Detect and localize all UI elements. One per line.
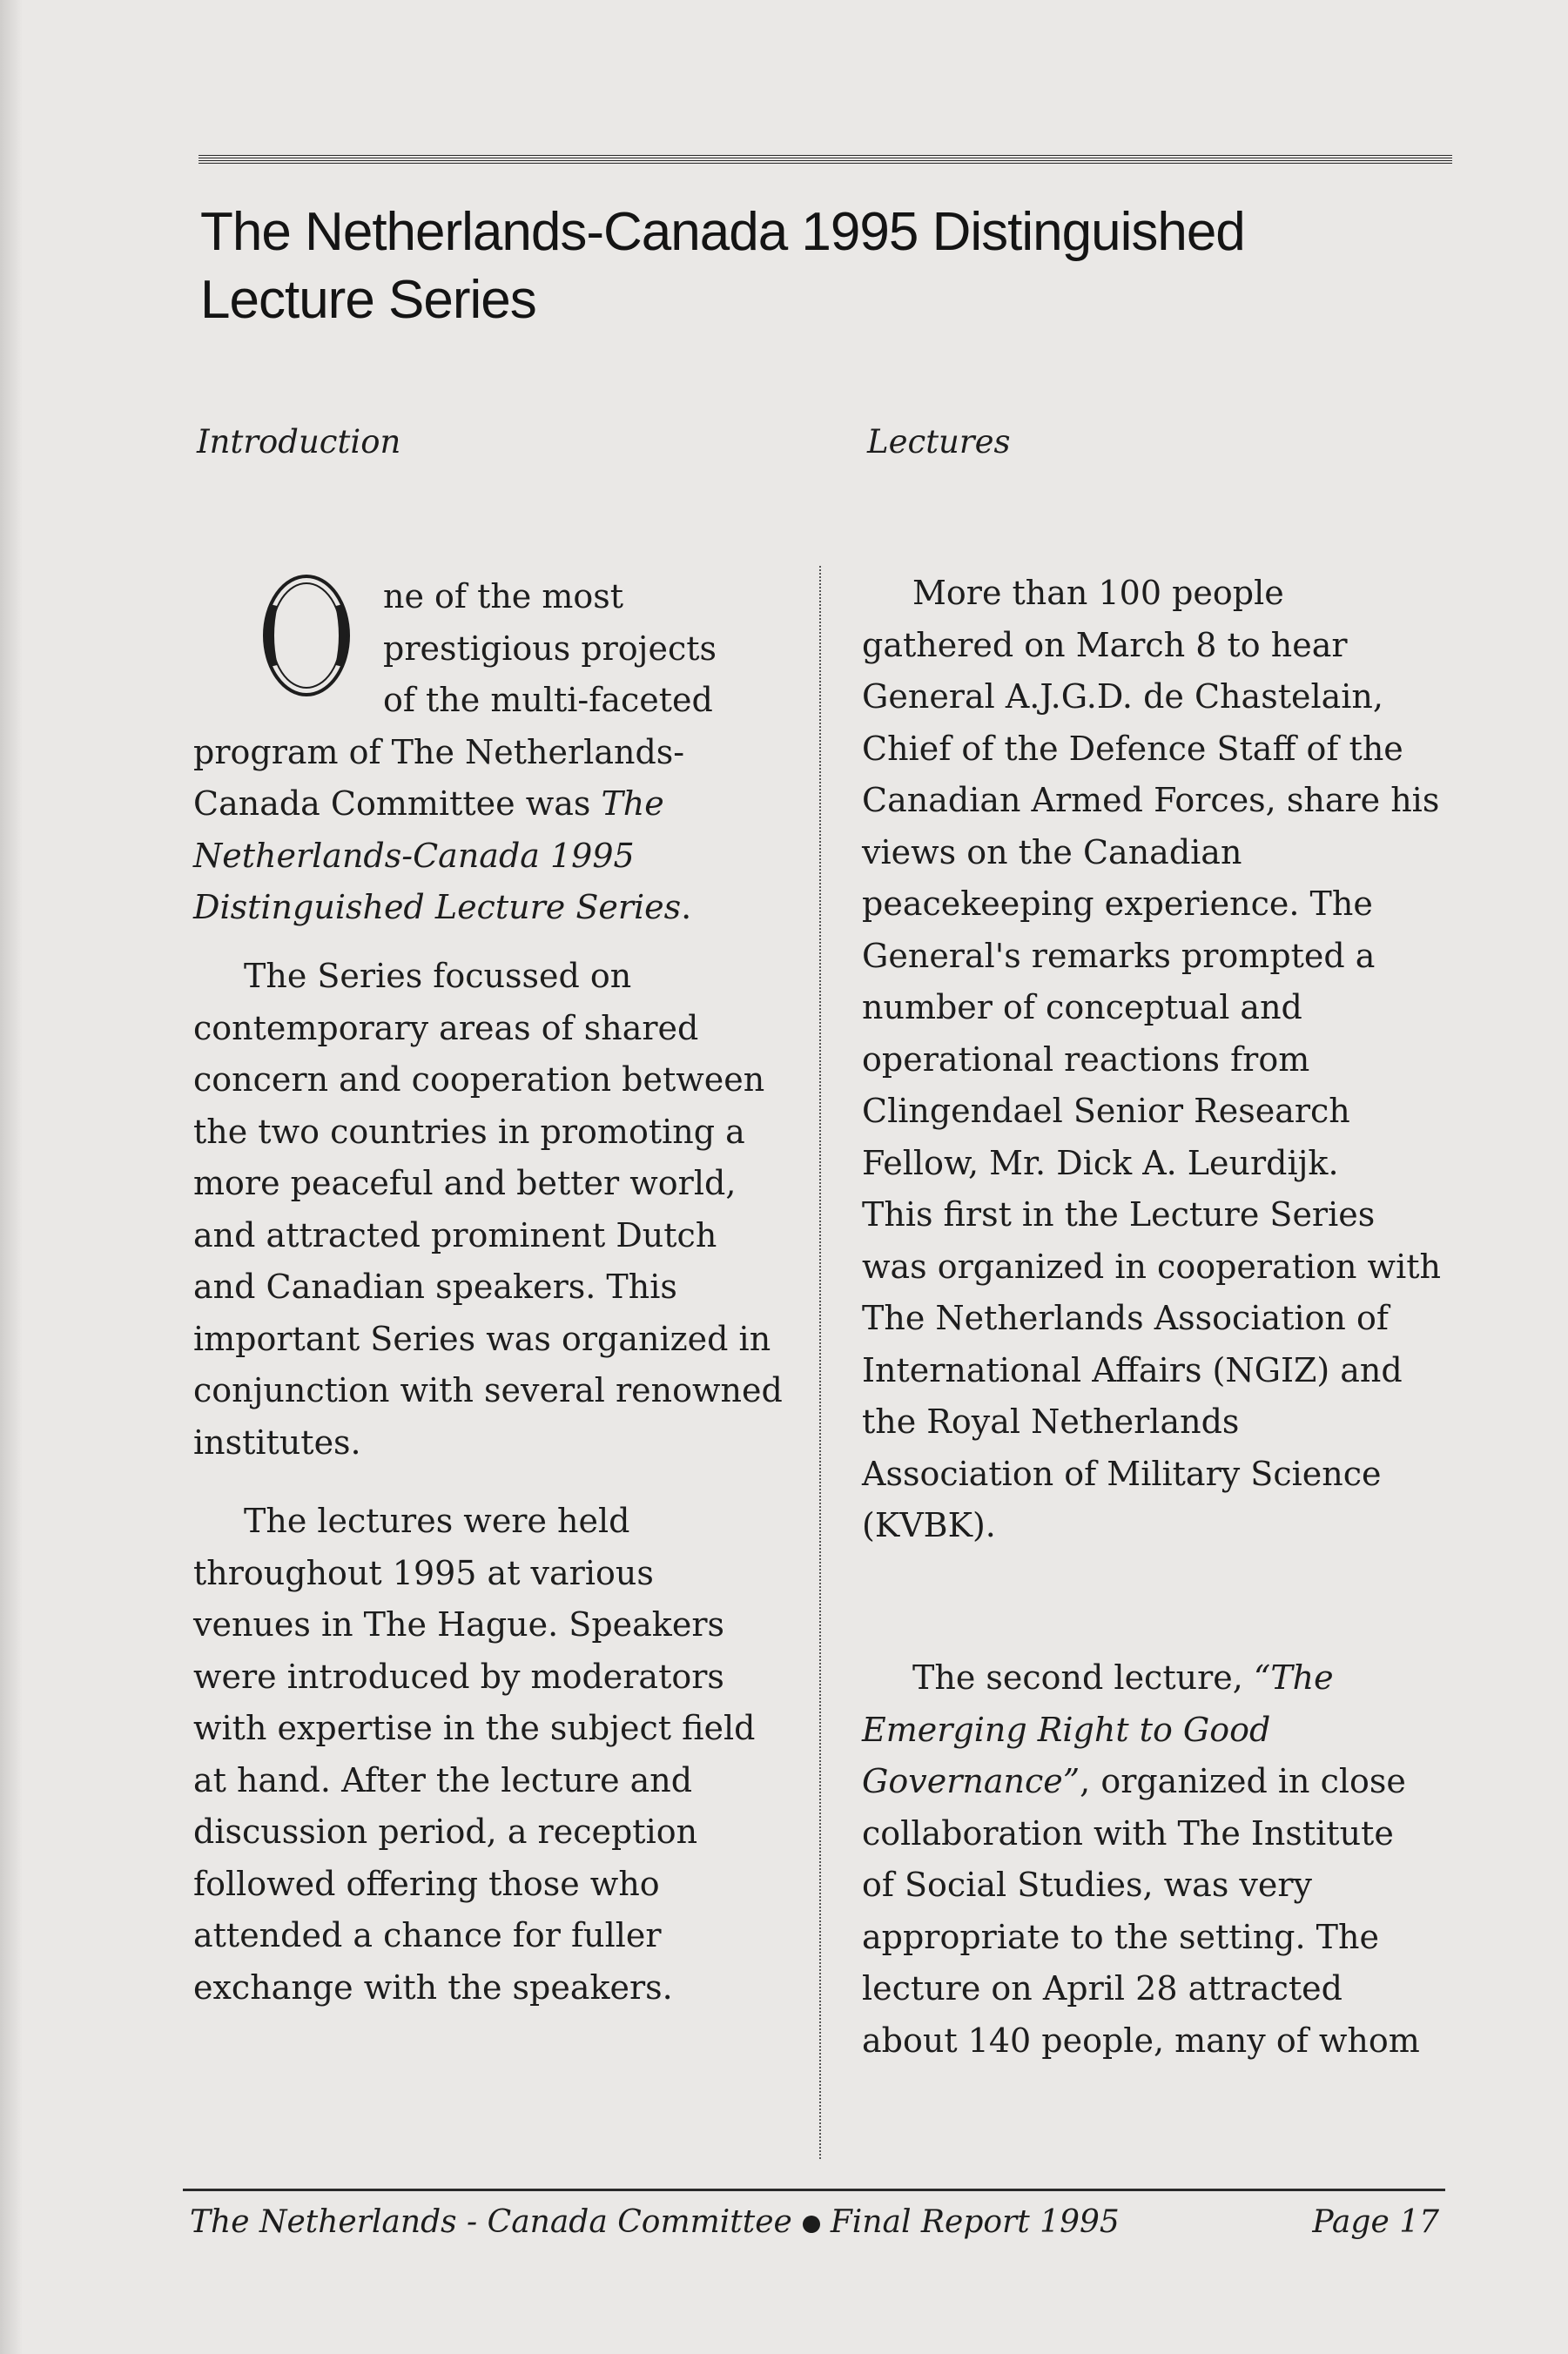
text-line: followed offering those who xyxy=(193,1864,660,1903)
text-line: (KVBK). xyxy=(862,1506,996,1544)
text-line: Fellow, Mr. Dick A. Leurdijk. xyxy=(862,1143,1339,1182)
text-line: prestigious projects xyxy=(383,629,717,668)
text-line: General's remarks prompted a xyxy=(862,936,1376,975)
text-line xyxy=(862,1652,1463,1705)
text-line: General A.J.G.D. de Chastelain, xyxy=(862,677,1383,716)
text-line xyxy=(862,1756,1463,1808)
text-run: . xyxy=(681,888,692,926)
text-line xyxy=(193,882,803,934)
page-number: Page 17 xyxy=(1312,2204,1439,2240)
text-line: More than 100 people xyxy=(912,574,1284,612)
text-line: program of The Netherlands- xyxy=(193,732,685,771)
text-line: were introduced by moderators xyxy=(193,1657,724,1696)
text-line: and Canadian speakers. This xyxy=(193,1268,677,1306)
text-line: was organized in cooperation with xyxy=(862,1247,1441,1286)
section-heading-introduction: Introduction xyxy=(197,423,401,461)
text-line: gathered on March 8 to hear xyxy=(862,625,1348,664)
text-line: Clingendael Senior Research xyxy=(862,1092,1350,1130)
text-line: at hand. After the lecture and xyxy=(193,1760,693,1799)
intro-paragraph-2 xyxy=(193,951,803,1469)
text-line: throughout 1995 at various xyxy=(193,1553,654,1592)
footer-committee-name: The Netherlands - Canada Committee xyxy=(190,2204,792,2240)
text-run: , organized in close xyxy=(1080,1762,1406,1800)
text-line: The Netherlands Association of xyxy=(862,1299,1389,1337)
column-divider xyxy=(819,566,821,2159)
text-line: collaboration with The Institute xyxy=(862,1813,1394,1853)
text-line: institutes. xyxy=(193,1422,361,1462)
text-line: Canadian Armed Forces, share his xyxy=(862,781,1440,819)
intro-paragraph-1 xyxy=(193,571,803,934)
title-line-1: The Netherlands-Canada 1995 Distinguished xyxy=(200,202,1245,262)
text-line: more peaceful and better world, xyxy=(193,1164,737,1202)
text-line-italic: Emerging Right to Good xyxy=(862,1710,1271,1749)
text-run-italic: Governance” xyxy=(862,1762,1080,1800)
text-run: The second lecture, xyxy=(912,1658,1254,1697)
page-title xyxy=(200,198,1419,334)
text-line: contemporary areas of shared xyxy=(193,1008,699,1047)
text-line: number of conceptual and xyxy=(862,988,1302,1026)
text-line: the Royal Netherlands xyxy=(862,1402,1240,1441)
text-line: important Series was organized in xyxy=(193,1319,771,1358)
text-line: Chief of the Defence Staff of the xyxy=(862,729,1403,768)
text-line: attended a chance for fuller xyxy=(193,1916,662,1954)
text-line: of the multi-faceted xyxy=(383,681,713,719)
text-line: with expertise in the subject field xyxy=(193,1709,756,1747)
footer-report-name: Final Report 1995 xyxy=(830,2204,1120,2240)
text-line: appropriate to the setting. The xyxy=(862,1917,1379,1956)
top-rule xyxy=(199,155,1452,165)
text-line: International Affairs (NGIZ) and xyxy=(862,1350,1403,1389)
text-line: about 140 people, many of whom xyxy=(862,2021,1420,2060)
bullet-icon xyxy=(803,2216,820,2233)
text-run: Canada Committee was xyxy=(193,784,602,823)
intro-paragraph-3 xyxy=(193,1496,803,2014)
text-line: concern and cooperation between xyxy=(193,1060,765,1099)
text-run-italic: Distinguished Lecture Series xyxy=(193,888,682,926)
text-line: views on the Canadian xyxy=(862,832,1242,871)
text-line: and attracted prominent Dutch xyxy=(193,1215,717,1254)
footer-rule xyxy=(183,2189,1445,2191)
text-line: discussion period, a reception xyxy=(193,1813,698,1851)
text-line: The Series focussed on xyxy=(244,957,632,995)
text-run-italic: “The xyxy=(1253,1658,1334,1697)
text-line: exchange with the speakers. xyxy=(193,1967,673,2007)
text-line: This first in the Lecture Series xyxy=(862,1195,1376,1234)
text-line: conjunction with several renowned xyxy=(193,1371,783,1409)
text-line: ne of the most xyxy=(383,577,624,615)
footer-publication xyxy=(190,2204,1120,2240)
lectures-paragraph-2 xyxy=(862,1652,1463,2067)
page-edge-shadow xyxy=(0,0,23,2354)
text-line: the two countries in promoting a xyxy=(193,1112,745,1151)
text-line xyxy=(193,778,803,831)
text-line: Association of Military Science xyxy=(862,1454,1382,1493)
lectures-paragraph-1 xyxy=(862,568,1463,1552)
title-line-2: Lecture Series xyxy=(200,270,536,330)
section-heading-lectures: Lectures xyxy=(867,423,1011,461)
text-line: of Social Studies, was very xyxy=(862,1866,1313,1904)
text-run-italic: The xyxy=(601,784,664,823)
text-line: lecture on April 28 attracted xyxy=(862,1969,1343,2008)
text-line: operational reactions from xyxy=(862,1039,1310,1079)
text-line-italic: Netherlands-Canada 1995 xyxy=(193,836,635,875)
text-line: The lectures were held xyxy=(244,1502,630,1540)
text-line: peacekeeping experience. The xyxy=(862,884,1373,923)
text-line: venues in The Hague. Speakers xyxy=(193,1605,724,1644)
